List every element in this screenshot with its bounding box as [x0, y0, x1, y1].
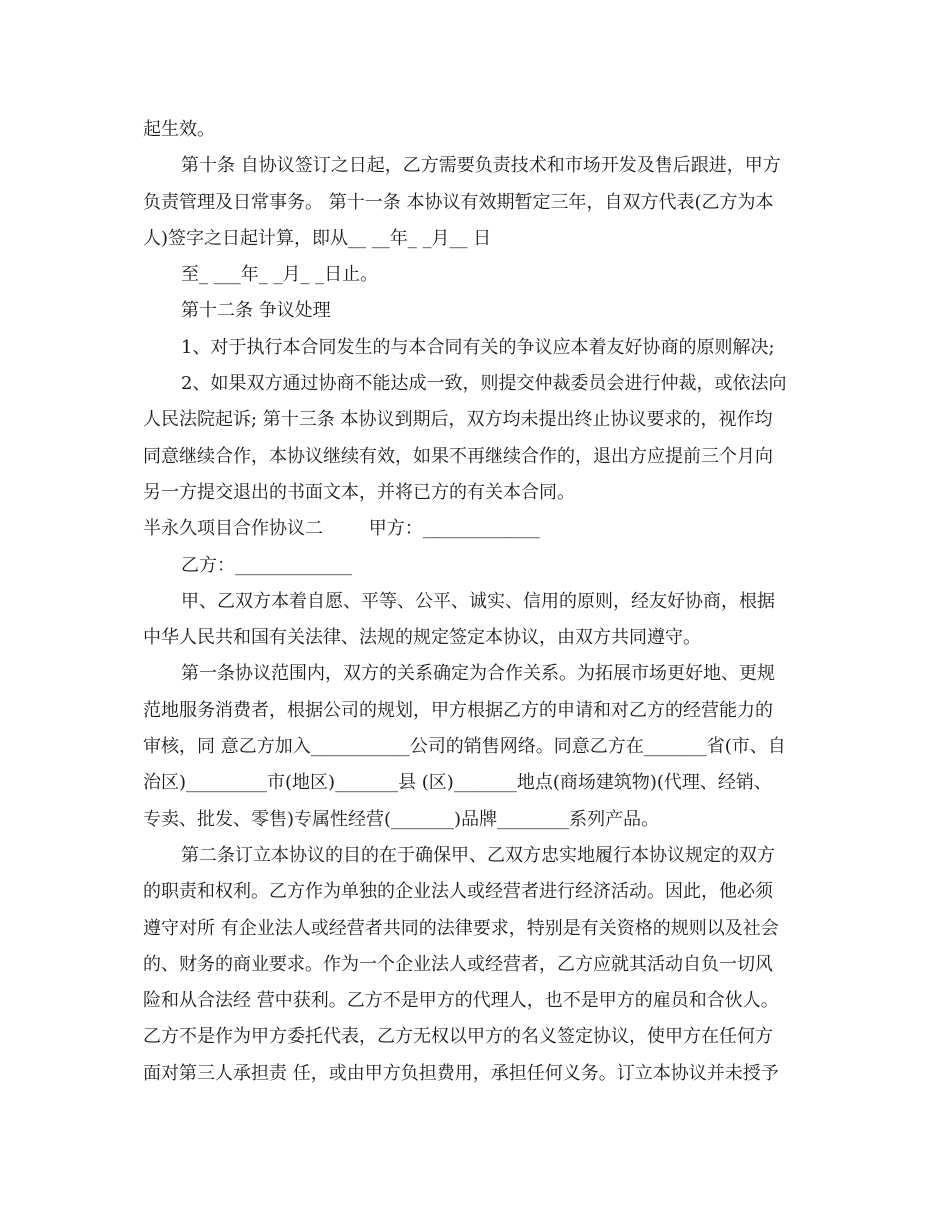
text-line: 的、财务的商业要求。作为一个企业法人或经营者，乙方应就其活动自负一切风 — [143, 953, 773, 975]
text-line: 专卖、批发、零售)专属性经营(_______)品牌________系列产品。 — [143, 808, 660, 830]
text-line: 人民法院起诉; 第十三条 本协议到期后，双方均未提出终止协议要求的，视作均 — [143, 409, 773, 431]
text-line: 审核，同 意乙方加入___________公司的销售网络。同意乙方在_______省(市、自 — [143, 736, 786, 758]
text-line: 起生效。 — [143, 119, 215, 140]
text-line: 第十二条 争议处理 — [181, 300, 331, 322]
text-line: 中华人民共和国有关法律、法规的规定签定本协议，由双方共同遵守。 — [143, 627, 701, 649]
text-line: 险和从合法经 营中获利。乙方不是甲方的代理人，也不是甲方的雇员和合伙人。 — [143, 990, 779, 1012]
text-line: 范地服务消费者，根据公司的规划，甲方根据乙方的申请和对乙方的经营能力的 — [143, 699, 773, 721]
text-line: 乙方：_____________ — [181, 554, 352, 576]
text-line: 人)签字之日起计算，即从__ __年_ _月__ 日 — [143, 227, 492, 249]
text-line: 甲、乙双方本着自愿、平等、公平、诚实、信用的原则，经友好协商，根据 — [181, 590, 775, 612]
text-line: 第十条 自协议签订之日起，乙方需要负责技术和市场开发及售后跟进，甲方 — [181, 155, 781, 177]
text-line: 乙方不是作为甲方委托代表，乙方无权以甲方的名义签定协议，使甲方在任何方 — [143, 1026, 773, 1048]
text-line: 治区)_________市(地区)_______县 (区)_______地点(商场建筑物)(代理、经销、 — [143, 772, 772, 794]
text-line: 2、如果双方通过协商不能达成一致，则提交仲裁委员会进行仲裁，或依法向 — [181, 373, 787, 395]
text-line: 同意继续合作，本协议继续有效，如果不再继续合作的，退出方应提前三个月向 — [143, 445, 773, 467]
text-line: 遵守对所 有企业法人或经营者共同的法律要求，特别是有关资格的规则以及社会 — [143, 917, 779, 939]
text-line: 第一条协议范围内，双方的关系确定为合作关系。为拓展市场更好地、更规 — [181, 663, 775, 685]
text-line: 另一方提交退出的书面文本，并将已方的有关本合同。 — [143, 481, 575, 503]
text-line: 半永久项目合作协议二 甲方：_____________ — [143, 518, 540, 540]
text-line: 第二条订立本协议的目的在于确保甲、乙双方忠实地履行本协议规定的双方 — [181, 844, 775, 866]
text-line: 至_ ___年_ _月_ _日止。 — [181, 264, 379, 286]
text-line: 面对第三人承担责 任，或由甲方负担费用，承担任何义务。订立本协议并未授予 — [143, 1062, 779, 1084]
text-line: 的职责和权利。乙方作为单独的企业法人或经营者进行经济活动。因此，他必须 — [143, 881, 773, 903]
text-line: 负责管理及日常事务。 第十一条 本协议有效期暂定三年，自双方代表(乙方为本 — [143, 191, 774, 213]
text-line: 1、对于执行本合同发生的与本合同有关的争议应本着友好协商的原则解决; — [181, 336, 775, 358]
document-body — [143, 112, 808, 1092]
